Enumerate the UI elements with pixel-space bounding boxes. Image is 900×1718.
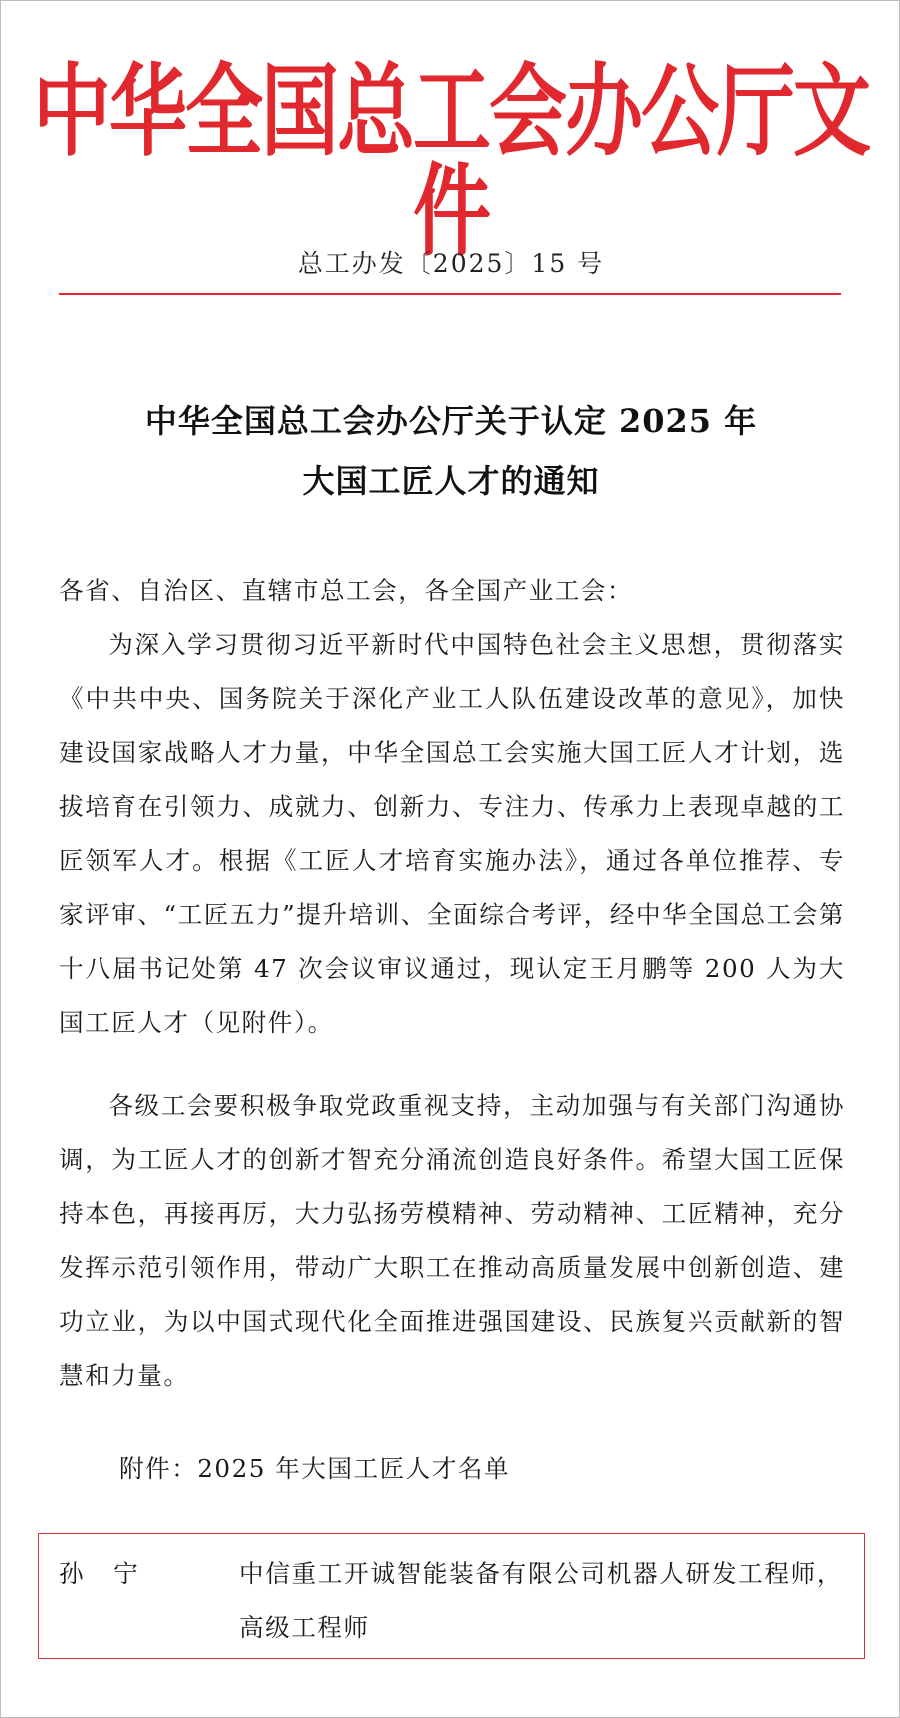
person-name [59, 1547, 139, 1601]
person-name-part-1: 孙 [59, 1559, 86, 1588]
notice-title-line-2: 大国工匠人才的通知 [302, 462, 600, 500]
body-paragraph-2-text: 各级工会要积极争取党政重视支持，主动加强与有关部门沟通协调，为工匠人才的创新才智充分涌流创造良好条件。希望大国工匠保持本色，再接再厉，大力弘扬劳模精神、劳动精神、工匠精神，充分发挥示范引领作用，带动广大职工在推动高质量发展中创新创造、建功立业，为以中国式现代化全面推进强国建设、民族复兴贡献新的智慧和力量。 [59, 1091, 845, 1390]
person-name-part-2: 宁 [113, 1559, 140, 1588]
red-divider-line [59, 293, 841, 295]
notice-title-line-1: 中华全国总工会办公厅关于认定 2025 年 [144, 402, 758, 440]
body-paragraph-1 [59, 618, 845, 1050]
salutation: 各省、自治区、直辖市总工会，各全国产业工会： [59, 576, 634, 605]
body-paragraph-1-text: 为深入学习贯彻习近平新时代中国特色社会主义思想，贯彻落实《中共中央、国务院关于深化产业工人队伍建设改革的意见》，加快建设国家战略人才力量，中华全国总工会实施大国工匠人才计划，选拔培育在引领力、成就力、创新力、专注力、传承力上表现卓越的工匠领军人才。根据《工匠人才培育实施办法》，通过各单位推荐、专家评审、“工匠五力”提升培训、全面综合考评，经中华全国总工会第十八届书记处第 47 次会议审议通过，现认定王月鹏等 200 人为大国工匠人才（见附件）。 [59, 630, 845, 1037]
document-number: 总工办发〔2025〕15 号 [297, 249, 605, 278]
attachment-line: 附件：2025 年大国工匠人才名单 [119, 1454, 511, 1483]
document-masthead: 中华全国总工会办公厅文件 [32, 55, 869, 271]
body-paragraph-2 [59, 1079, 845, 1403]
person-title: 中信重工开诚智能装备有限公司机器人研发工程师，高级工程师 [239, 1559, 843, 1642]
